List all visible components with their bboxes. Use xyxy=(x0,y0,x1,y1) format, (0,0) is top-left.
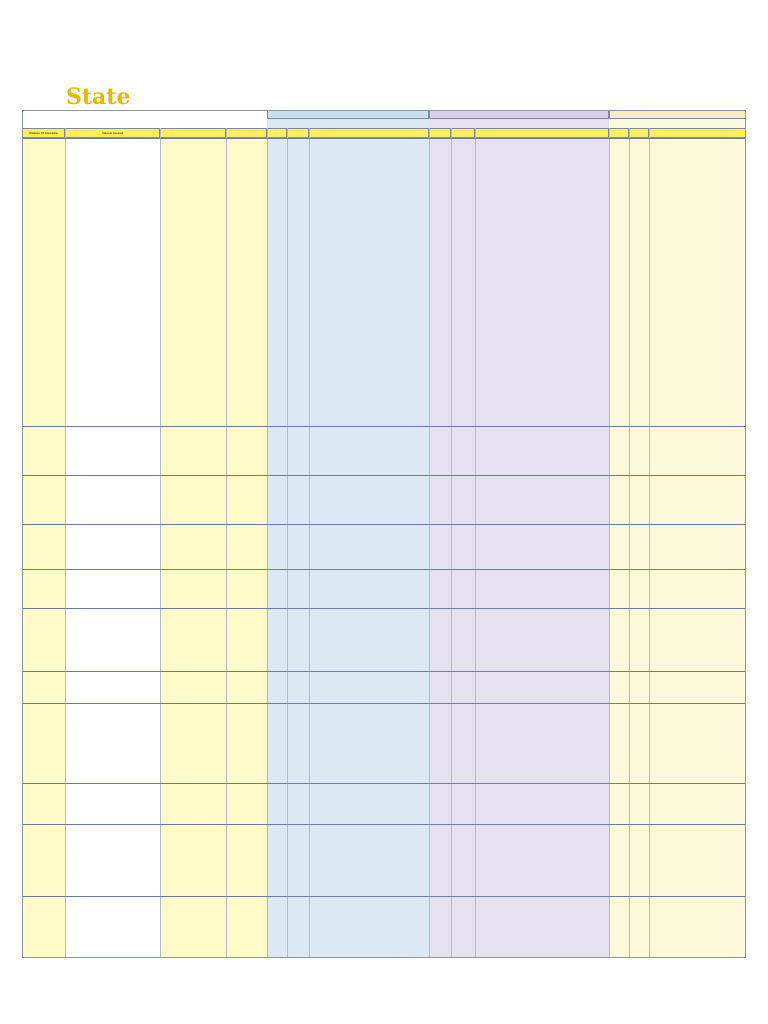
page-title: State xyxy=(66,84,131,110)
column-header: Classes Of Insurance xyxy=(22,128,65,138)
sheet-frame xyxy=(22,110,746,958)
comparison-sheet xyxy=(22,110,746,958)
column-header: Interest Insured xyxy=(65,128,160,138)
